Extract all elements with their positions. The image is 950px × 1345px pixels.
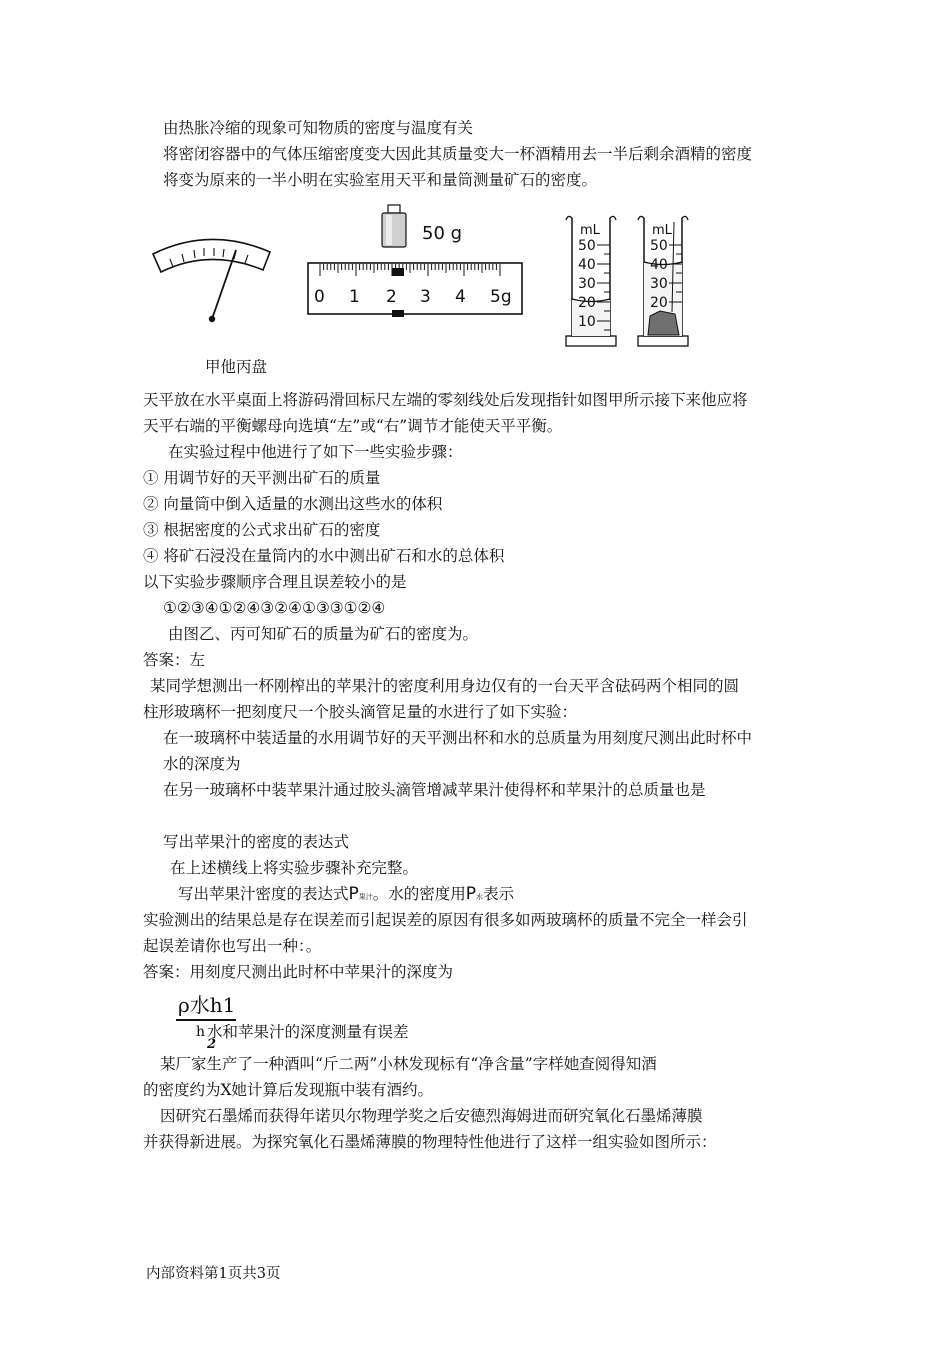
rider-top [392,268,404,276]
text-line: 由图乙、丙可知矿石的质量为矿石的密度为。 [168,625,479,643]
ruler-tick-label: 0 [314,287,325,307]
figure-bing-cylinders [560,208,700,356]
ruler-tick-label: 3 [420,287,431,307]
ruler-tick-label: 4 [455,287,466,307]
figure-yi-weight-and-ruler [300,200,530,325]
text-line: 的密度约为X她计算后发现瓶中装有酒约。 [143,1081,434,1099]
text-line: 某同学想测出一杯刚榨出的苹果汁的密度利用身边仅有的一台天平含砝码两个相同的圆 [150,677,740,695]
rho-symbol: P [465,884,477,904]
expression-text: 。水的密度用 [372,885,466,903]
text-line: 在上述横线上将实验步骤补充完整。 [170,859,419,877]
cylinder-water-only [566,216,616,346]
text-line: 将变为原来的一半小明在实验室用天平和量筒测量矿石的密度。 [163,171,598,189]
text-line: 天平放在水平桌面上将游码滑回标尺左端的零刻线处后发现指针如图甲所示接下来他应将 [143,391,748,409]
ruler-tick-label: 1 [349,287,360,307]
expression-text: 表示 [483,885,515,903]
rho-subscript: 水 [476,893,484,901]
text-line: 由热胀冷缩的现象可知物质的密度与温度有关 [163,119,474,137]
expression-text: 写出苹果汁密度的表达式 [178,885,349,903]
rider-bottom [392,310,404,317]
text-line: 在实验过程中他进行了如下一些实验步骤： [168,443,463,461]
cylinder-scale-label: 30 [578,276,596,292]
cylinder-unit: mL [652,223,672,238]
cylinder-scale-label: 20 [650,295,668,311]
expression-line [178,883,514,908]
cylinder-scale-label: 40 [650,257,668,273]
text-line: 以下实验步骤顺序合理且误差较小的是 [143,573,407,591]
rho-subscript: 果汁 [358,893,373,901]
cylinder-scale-label: 30 [650,276,668,292]
ruler-tick-label: 2 [386,287,397,307]
step-item: ① 用调节好的天平测出矿石的质量 [143,469,381,487]
cylinder-scale-label: 10 [578,314,596,330]
text-line: 写出苹果汁的密度的表达式 [163,833,350,851]
formula-numerator: ρ水h1 [178,993,236,1017]
text-line: 天平右端的平衡螺母向选填“左”或“右”调节才能使天平平衡。 [143,417,563,435]
options-line: ①②③④①②④③②④①③③①②④ [163,599,386,617]
cylinder-scale-label: 40 [578,257,596,273]
cylinder-unit: mL [580,223,600,238]
cylinder-scale-label: 50 [578,238,596,254]
text-line: 因研究石墨烯而获得年诺贝尔物理学奖之后安德烈海姆进而研究氧化石墨烯薄膜 [160,1107,703,1125]
text-line: 在一玻璃杯中装适量的水用调节好的天平测出杯和水的总质量为用刻度尺测出此时杯中 [163,729,753,747]
text-line: 并获得新进展。为探究氧化石墨烯薄膜的物理特性他进行了这样一组实验如图所示： [143,1133,717,1151]
cylinder-scale-label: 20 [578,295,596,311]
text-line: 起误差请你也写出一种：。 [143,937,322,955]
text-line: 某厂家生产了一种酒叫“斤二两”小林发现标有“净含量”字样她查阅得知酒 [160,1055,657,1073]
answer-line: 答案：左 [143,651,206,669]
figure-jia-pointer-scale [148,228,278,328]
formula-denominator: h [196,1024,206,1040]
answer-line: 答案：用刻度尺测出此时杯中苹果汁的深度为 [143,963,454,981]
step-item: ③ 根据密度的公式求出矿石的密度 [143,521,381,539]
step-item: ② 向量筒中倒入适量的水测出这些水的体积 [143,495,443,513]
weight-label: 50 g [422,223,463,244]
formula-denominator-subscript: 2 [207,1037,217,1052]
rho-symbol: P [348,884,359,904]
text-line: 水和苹果汁的深度测量有误差 [207,1023,409,1041]
ruler-tick-label: 5g [490,287,512,307]
cylinder-scale-label: 50 [650,238,668,254]
page-footer: 内部资料第1页共3页 [146,1266,281,1282]
text-line: 将密闭容器中的气体压缩密度变大因此其质量变大一杯酒精用去一半后剩余酒精的密度 [163,145,753,163]
text-line: 在另一玻璃杯中装苹果汁通过胶头滴管增减苹果汁使得杯和苹果汁的总质量也是 [163,781,706,799]
step-item: ④ 将矿石浸没在量筒内的水中测出矿石和水的总体积 [143,547,505,565]
text-line: 水的深度为 [163,755,241,773]
text-line: 柱形玻璃杯一把刻度尺一个胶头滴管足量的水进行了如下实验： [143,703,578,721]
cylinder-with-rock [638,216,688,346]
figure-caption: 甲他丙盘 [205,358,268,376]
text-line: 实验测出的结果总是存在误差而引起误差的原因有很多如两玻璃杯的质量不完全一样会引 [143,911,748,929]
